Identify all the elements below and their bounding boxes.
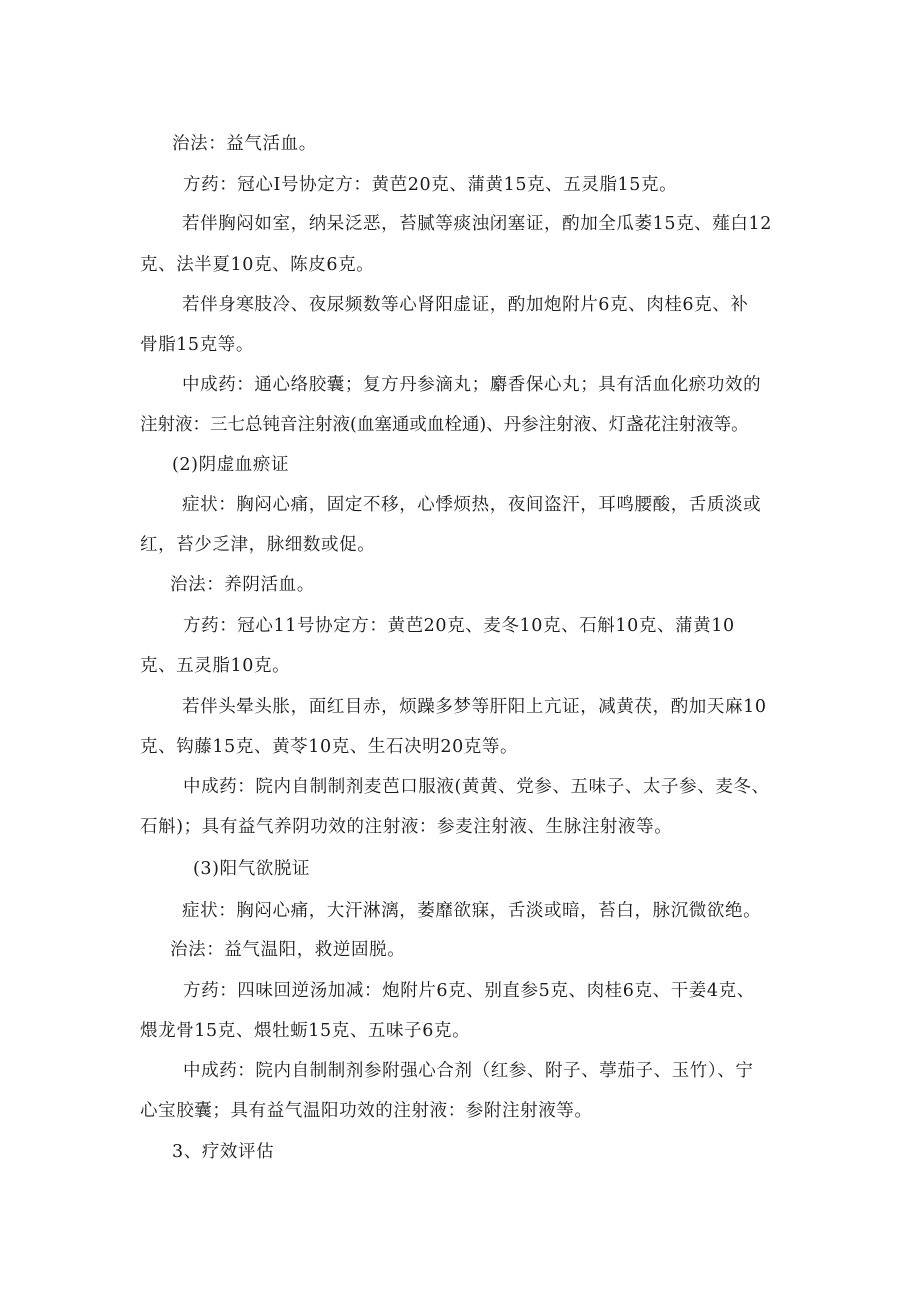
- text-line: 症状：胸闷心痛，大汗淋漓，萎靡欲寐，舌淡或暗，苔白，脉沉微欲绝。: [182, 901, 762, 921]
- text-line: 治法：养阴活血。: [170, 575, 315, 595]
- section-heading: (2)阴虚血瘀证: [172, 455, 290, 475]
- text-line: 方药：冠心11号协定方：黄芭20克、麦冬10克、石斛10克、蒲黄10: [183, 616, 735, 636]
- text-line: 克、钩藤15克、黄苓10克、生石决明20克等。: [140, 737, 519, 757]
- text-line: 克、法半夏10克、陈皮6克。: [140, 255, 375, 275]
- text-line: 注射液：三七总钝音注射液(血塞通或血栓通)、丹参注射液、灯盏花注射液等。: [140, 415, 749, 435]
- text-line: 红，苔少乏津，脉细数或促。: [140, 535, 376, 555]
- text-line: 若伴身寒肢冷、夜尿频数等心肾阳虚证，酌加炮附片6克、肉桂6克、补: [182, 295, 749, 315]
- text-line: 症状：胸闷心痛，固定不移，心悸烦热，夜间盗汗，耳鸣腰酸，舌质淡或: [182, 495, 762, 515]
- text-line: 中成药：院内自制制剂麦芭口服液(黄黄、党参、五味子、太子参、麦冬、: [183, 777, 770, 797]
- text-line: 若伴胸闷如室，纳呆泛恶，苔腻等痰浊闭塞证，酌加全瓜萎15克、薤白12: [182, 214, 772, 234]
- text-line: 若伴头晕头胀，面红目赤，烦躁多梦等肝阳上亢证，减黄茯，酌加天麻10: [182, 697, 767, 717]
- text-line: 方药：四味回逆汤加减：炮附片6克、别直参5克、肉桂6克、干姜4克、: [183, 981, 755, 1001]
- text-line: 治法：益气活血。: [172, 134, 317, 154]
- section-heading: (3)阳气欲脱证: [193, 859, 311, 879]
- text-line: 中成药：院内自制制剂参附强心合剂（红参、附子、葶茄子、玉竹）、宁: [183, 1061, 754, 1081]
- text-line: 煨龙骨15克、煨牡蛎15克、五味子6克。: [140, 1021, 471, 1041]
- text-line: 石斛)；具有益气养阴功效的注射液：参麦注射液、生脉注射液等。: [140, 817, 673, 837]
- text-line: 克、五灵脂10克。: [140, 656, 291, 676]
- text-line: 骨脂15克等。: [140, 335, 254, 355]
- text-line: 方药：冠心Ⅰ号协定方：黄芭20克、蒲黄15克、五灵脂15克。: [183, 175, 678, 195]
- text-line: 中成药：通心络胶囊；复方丹参滴丸；麝香保心丸；具有活血化瘀功效的: [182, 375, 762, 395]
- text-line: 心宝胶囊；具有益气温阳功效的注射液：参附注射液等。: [140, 1101, 593, 1121]
- text-line: 治法：益气温阳，救逆固脱。: [170, 940, 406, 960]
- section-heading: 3、疗效评估: [172, 1142, 275, 1162]
